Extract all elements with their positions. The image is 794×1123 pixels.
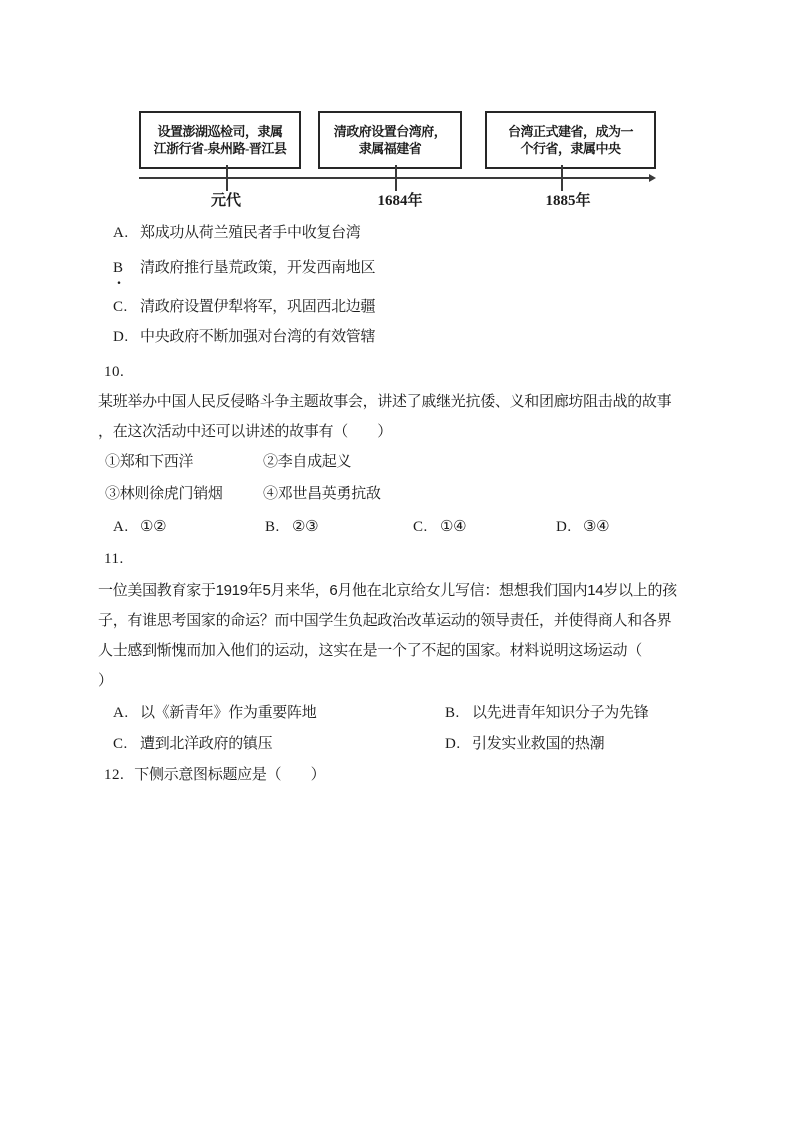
q10-option-b [265,517,318,537]
option-letter: C. [413,519,428,535]
q9-option-c [113,297,375,317]
q9-option-d [113,327,375,347]
option-text: 郑成功从荷兰殖民者手中收复台湾 [140,224,361,241]
q10-option-c [413,517,466,537]
event-box-text-line2: 个行省，隶属中央 [520,141,621,156]
option-letter: A. [113,519,129,535]
option-text: 清政府推行垦荒政策，开发西南地区 [140,259,376,276]
year-label: 1885年 [545,193,591,209]
q10-stem-line1: 某班举办中国人民反侵略斗争主题故事会，讲述了戚继光抗倭、义和团廊坊阻击战的故事 [98,393,672,410]
q10-item-4: ④邓世昌英勇抗敌 [263,485,381,502]
event-box-text-line1: 设置澎湖巡检司，隶属 [157,124,283,139]
option-letter: A. [113,225,129,241]
q11-number: 11. [104,551,124,567]
option-text: 遭到北洋政府的镇压 [140,735,273,752]
q11-stem-line2: 子，有谁思考国家的命运？而中国学生负起政治改革运动的领导责任，并使得商人和各界 [98,612,672,629]
q10-item-2: ②李自成起义 [263,453,352,470]
option-letter: A. [113,705,129,721]
q11-option-c [113,734,272,754]
event-box-text-line1: 清政府设置台湾府， [333,124,447,139]
q11-stem-line4: ） [98,672,113,689]
timeline-event-box-1684 [318,111,462,169]
timeline-event-box-yuan [139,111,301,169]
option-letter: D. [113,329,129,345]
q12-stem-line [104,765,325,785]
timeline-axis [139,177,649,179]
event-box-text-line1: 台湾正式建省，成为一 [507,124,633,139]
q10-item-1: ①郑和下西洋 [105,453,194,470]
q11-stem-line1: 一位美国教育家于1919年5月来华，6月他在北京给女儿写信：想想我们国内14岁以上的孩 [98,582,677,599]
option-letter: B. [265,519,280,535]
option-letter: D. [556,519,572,535]
q10-stem-line2: ，在这次活动中还可以讲述的故事有（ ） [98,423,393,440]
stray-period: . [117,271,121,288]
q10-number: 10. [104,364,125,380]
option-letter: C. [113,736,128,752]
year-label: 1684年 [377,193,423,209]
option-text: 以《新青年》作为重要阵地 [140,704,317,721]
axis-arrowhead-icon [649,174,656,182]
option-text: ③④ [583,518,610,535]
timeline-event-box-1885 [485,111,656,169]
q11-option-d [445,734,604,754]
option-letter: D. [445,736,461,752]
option-text: ②③ [292,518,319,535]
option-letter: B. [445,705,460,721]
option-letter: C. [113,299,128,315]
year-label: 元代 [210,193,241,209]
option-text: 以先进青年知识分子为先锋 [472,704,649,721]
option-text: 中央政府不断加强对台湾的有效管辖 [140,328,376,345]
q12-number: 12. [104,767,125,783]
q10-item-3: ③林则徐虎门销烟 [105,485,223,502]
q10-option-a [113,517,166,537]
q11-option-b [445,703,648,723]
q11-option-a [113,703,316,723]
option-text: 清政府设置伊犁将军，巩固西北边疆 [140,298,376,315]
option-text: ①② [140,518,167,535]
option-text: 引发实业救国的热潮 [472,735,605,752]
event-box-text-line2: 江浙行省-泉州路-晋江县 [153,141,287,156]
event-box-text-line2: 隶属福建省 [358,141,422,156]
q11-stem-line3: 人士感到惭愧而加入他们的运动，这实在是一个了不起的国家。材料说明这场运动（ [98,642,642,659]
option-letter: B [113,260,124,276]
q9-option-a [113,223,361,243]
q10-option-d [556,517,609,537]
q12-stem: 下侧示意图标题应是（ ） [134,766,326,783]
q9-option-b [113,258,375,278]
option-text: ①④ [440,518,467,535]
